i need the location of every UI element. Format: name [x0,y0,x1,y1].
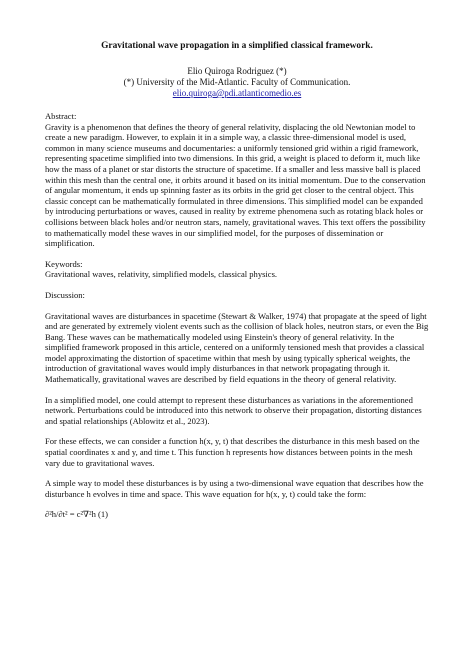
keywords-text: Gravitational waves, relativity, simplified models, classical physics. [45,269,278,280]
keywords-heading: Keywords: [45,258,83,269]
discussion-heading: Discussion: [45,289,85,300]
discussion-paragraph: For these effects, we can consider a function h(x, y, t) that describes the disturbance in this mesh based on the spatial coordinates x and y, and time t. This function h represents how distances between points in the mesh vary due to gravitational waves. [45,436,420,468]
author-name: Elio Quiroga Rodriguez (*) [187,66,287,76]
wave-equation: ∂²h/∂t² = c²∇²h (1) [45,509,108,520]
abstract-heading: Abstract: [45,111,77,121]
discussion-paragraph: Gravitational waves are disturbances in spacetime (Stewart & Walker, 1974) that propagate at the speed of light and are generated by extremely violent events such as the collision of black holes, neutron stars, or even the Big Bang. These waves can be mathematically modeled using Einstein's theory of general relativity. In the simplified framework proposed in this article, centered on a uniformly tensioned mesh that provides a classical model approximating the distortion of spacetime within that mesh by using typically spherical weights, the introduction of gravitational waves would imply disturbances in that network propagating through it. Mathematically, gravitational waves are described by field equations in the theory of general relativity. [45,310,429,385]
discussion-paragraph: In a simplified model, one could attempt to represent these disturbances as variations in the aforementioned network. Perturbations could be introduced into this network to observe their propagation, distorting distances and spatial relationships (Ablowitz et al., 2023). [45,394,422,426]
discussion-paragraph: A simple way to model these disturbances is by using a two-dimensional wave equation that describes how the disturbance h evolves in time and space. This wave equation for h(x, y, t) could take the form: [45,478,424,499]
paper-content [45,40,429,520]
paper-title: Gravitational wave propagation in a simplified classical framework. [101,41,373,51]
author-block [45,66,429,99]
author-affiliation: (*) University of the Mid-Atlantic. Faculty of Communication. [123,77,351,87]
author-email-link[interactable]: elio.quiroga@pdi.atlanticomedio.es [172,88,302,98]
abstract-text: Gravity is a phenomenon that defines the theory of general relativity, displacing the old Newtonian model to create a new paradigm. However, to explain it in a simple way, a classic three-dimensional model is used, common in many science museums and documentaries: a uniformly tensioned grid within a rigid framework, representing spacetime simplified into two dimensions. In this grid, a weight is placed to deform it, much like how the mass of a planet or star distorts the structure of spacetime. If a smaller and less massive ball is placed within this mesh than the central one, it orbits around it based on its initial momentum. Due to the conservation of angular momentum, it ends up spinning faster as its orbits in the grid get closer to the central object. This classic concept can be mathematically formulated in three dimensions. This simplified model can be expanded by introducing perturbations or waves, caused in reality by extreme phenomena such as rotating black holes or collisions between black holes and/or neutron stars, namely, gravitational waves. This text offers the possibility to mathematically model these waves in our simplified model, for the purposes of dissemination or simplification. [45,121,426,249]
